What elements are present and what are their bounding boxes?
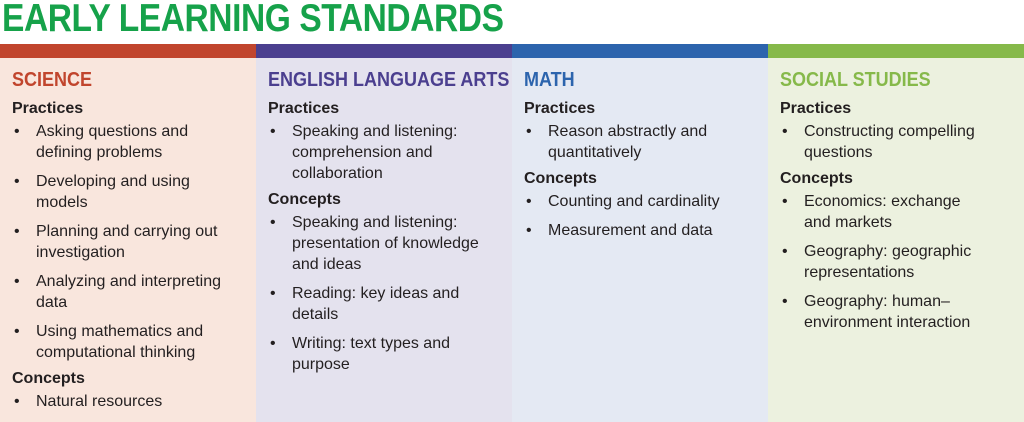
list-item: • Reading: key ideas and details (268, 283, 504, 325)
list-item: • Economics: exchange and markets (780, 191, 992, 233)
practices-heading: Practices (524, 100, 596, 117)
practices-heading: Practices (268, 100, 340, 117)
practices-list (12, 121, 248, 363)
page-title: EARLY LEARNING STANDARDS (2, 0, 504, 40)
list-item: • Developing and using models (12, 171, 248, 213)
ela-color-bar (256, 44, 512, 58)
concepts-list (12, 391, 256, 412)
column-title-ela: ENGLISH LANGUAGE ARTS (268, 69, 510, 91)
practices-list (780, 121, 986, 163)
concepts-heading: Concepts (12, 370, 85, 387)
list-item: • Speaking and listening: comprehension and collaboration (268, 121, 500, 184)
practices-list (524, 121, 738, 163)
concepts-list (268, 212, 504, 375)
column-title-science: SCIENCE (12, 69, 93, 91)
list-item: • Analyzing and interpreting data (12, 271, 248, 313)
list-item: • Geography: human–environment interaction (780, 291, 992, 333)
practices-heading: Practices (12, 100, 84, 117)
column-title-math: MATH (524, 69, 575, 91)
column-science (0, 44, 256, 422)
list-item: • Reason abstractly and quantitatively (524, 121, 738, 163)
standards-columns (0, 44, 1024, 422)
science-color-bar (0, 44, 256, 58)
list-item: • Using mathematics and computational thinking (12, 321, 248, 363)
column-english-language-arts (256, 44, 512, 422)
concepts-list (780, 191, 992, 333)
list-item: • Writing: text types and purpose (268, 333, 504, 375)
list-item: • Natural resources (12, 391, 256, 412)
concepts-heading: Concepts (524, 170, 597, 187)
list-item: • Measurement and data (524, 220, 768, 241)
list-item: • Geography: geographic representations (780, 241, 992, 283)
list-item: • Asking questions and defining problems (12, 121, 248, 163)
concepts-list (524, 191, 768, 241)
column-math (512, 44, 768, 422)
list-item: • Speaking and listening: presentation of knowledge and ideas (268, 212, 504, 275)
column-social-studies (768, 44, 1024, 422)
concepts-heading: Concepts (268, 191, 341, 208)
social-studies-color-bar (768, 44, 1024, 58)
list-item: • Constructing compelling questions (780, 121, 986, 163)
list-item: • Counting and cardinality (524, 191, 768, 212)
practices-list (268, 121, 500, 184)
practices-heading: Practices (780, 100, 852, 117)
list-item: • Planning and carrying out investigation (12, 221, 248, 263)
math-color-bar (512, 44, 768, 58)
column-title-social-studies: SOCIAL STUDIES (780, 69, 931, 91)
concepts-heading: Concepts (780, 170, 853, 187)
